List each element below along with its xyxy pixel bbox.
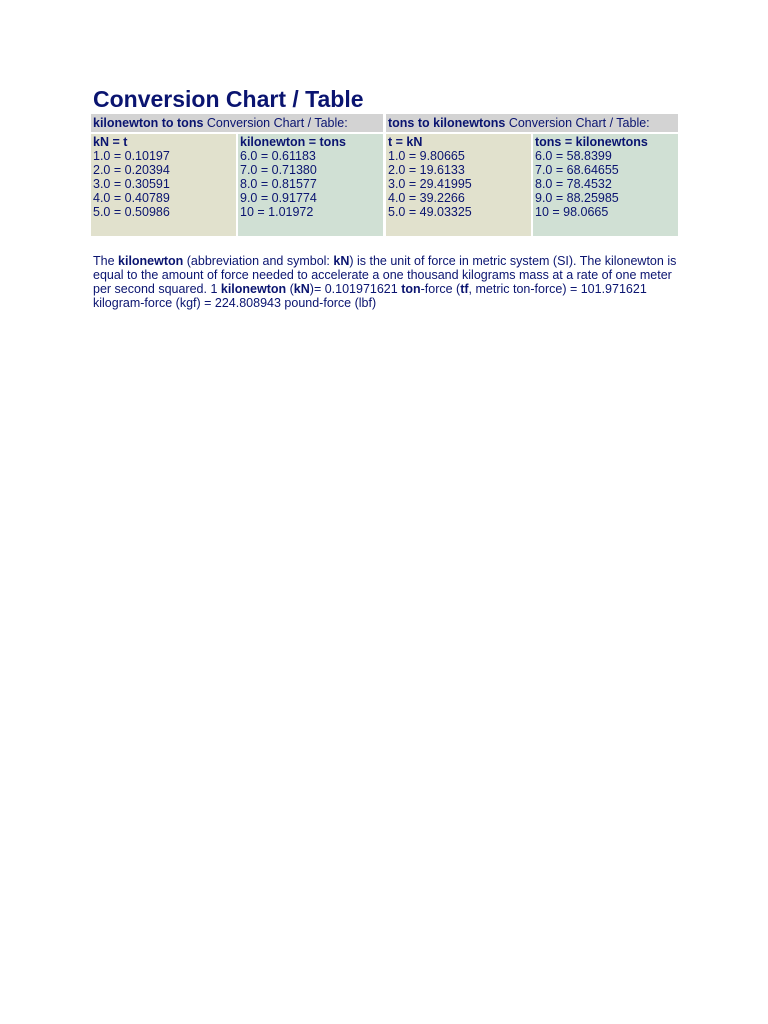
description-text: ) is the unit of force in metric system (SI). The kilonewton is equal to the amount of force needed to accelerate a one thousand kilograms mass at a rate of one meter per second squared. 1 (93, 254, 677, 296)
conversion-row: 5.0 = 0.50986 (93, 205, 170, 219)
kn-to-tons-section (91, 114, 383, 236)
description-text: The (93, 254, 119, 268)
conversion-row: 7.0 = 68.64655 (535, 163, 619, 177)
column-heading: t = kN (388, 135, 423, 149)
column-heading: kilonewton = tons (240, 135, 346, 149)
conversion-row: 9.0 = 88.25985 (535, 191, 619, 205)
description-bold: kN (293, 282, 310, 296)
conversion-row: 2.0 = 19.6133 (388, 163, 465, 177)
conversion-row: 6.0 = 58.8399 (535, 149, 612, 163)
conversion-row: 3.0 = 0.30591 (93, 177, 170, 191)
kn-to-tons-header-text: Conversion Chart / Table: (203, 116, 348, 130)
description-bold: kN (333, 254, 350, 268)
description-bold: kilonewton (118, 254, 184, 268)
column-heading: kN = t (93, 135, 128, 149)
description-text: -force ( (420, 282, 461, 296)
tons-to-kn-col-1 (386, 134, 531, 236)
description-bold: tf (460, 282, 469, 296)
tons-to-kn-section (386, 114, 678, 236)
kn-to-tons-header-bold: kilonewton to tons (93, 116, 204, 130)
description-bold: ton (401, 282, 421, 296)
tons-to-kn-header (386, 114, 678, 132)
description-text: , metric ton-force) = 101.971621 kilogram-force (kgf) = 224.808943 pound-force (lbf) (93, 282, 647, 310)
conversion-row: 10 = 1.01972 (240, 205, 314, 219)
conversion-row: 2.0 = 0.20394 (93, 163, 170, 177)
kn-to-tons-header (91, 114, 383, 132)
conversion-row: 10 = 98.0665 (535, 205, 609, 219)
description-text: ( (286, 282, 294, 296)
conversion-row: 4.0 = 39.2266 (388, 191, 465, 205)
description-text: (abbreviation and symbol: (183, 254, 334, 268)
conversion-row: 1.0 = 0.10197 (93, 149, 170, 163)
column-heading: tons = kilonewtons (535, 135, 648, 149)
conversion-row: 5.0 = 49.03325 (388, 205, 472, 219)
conversion-row: 6.0 = 0.61183 (240, 149, 316, 163)
conversion-row: 8.0 = 78.4532 (535, 177, 612, 191)
kilonewton-description (93, 254, 679, 310)
conversion-tables (91, 114, 678, 236)
kn-to-tons-col-1 (91, 134, 236, 236)
conversion-row: 7.0 = 0.71380 (240, 163, 317, 177)
conversion-row: 9.0 = 0.91774 (240, 191, 317, 205)
page-title: Conversion Chart / Table (93, 86, 364, 112)
description-bold: kilonewton (220, 282, 287, 296)
tons-to-kn-header-bold: tons to kilonewtons (388, 116, 506, 130)
conversion-row: 4.0 = 0.40789 (93, 191, 170, 205)
tons-to-kn-col-2 (533, 134, 678, 236)
conversion-row: 8.0 = 0.81577 (240, 177, 317, 191)
kn-to-tons-col-2 (238, 134, 383, 236)
description-text: )= 0.101971621 (309, 282, 402, 296)
tons-to-kn-header-text: Conversion Chart / Table: (505, 116, 650, 130)
conversion-row: 3.0 = 29.41995 (388, 177, 472, 191)
conversion-row: 1.0 = 9.80665 (388, 149, 465, 163)
